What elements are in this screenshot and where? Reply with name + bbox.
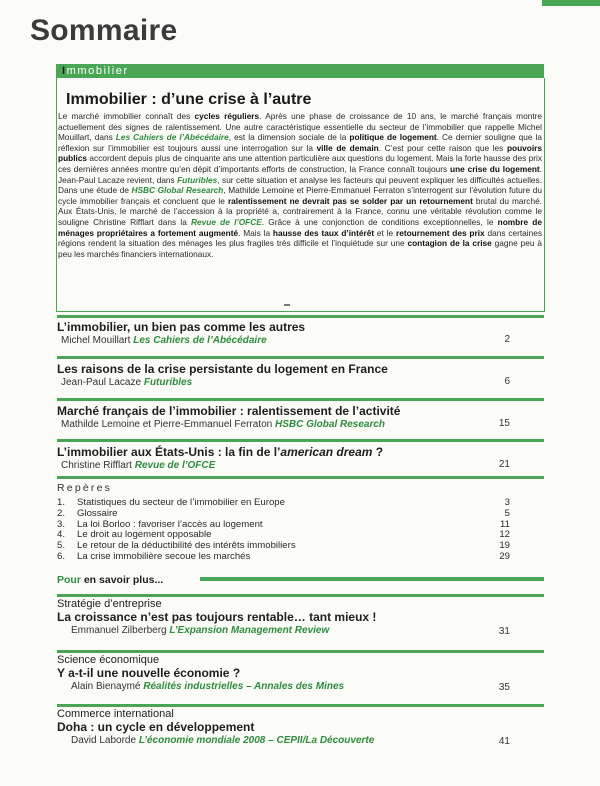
entry-title: La croissance n’est pas toujours rentable… tant mieux ! <box>57 610 377 624</box>
entry-kicker: Stratégie d’entreprise <box>57 598 162 610</box>
entry-author: Emmanuel Zilberberg L’Expansion Management Review <box>71 625 330 636</box>
entry-page: 6 <box>504 376 510 387</box>
divider <box>57 398 544 401</box>
divider <box>57 356 544 359</box>
entry-page: 31 <box>498 626 510 637</box>
toc-entry[interactable] <box>57 598 544 636</box>
list-item[interactable]: 2. Glossaire 5 <box>57 507 510 519</box>
section-banner: Immobilier <box>56 64 544 78</box>
divider <box>57 704 544 707</box>
entry-title: Marché français de l’immobilier : ralentissement de l’activité <box>57 404 401 418</box>
list-item[interactable]: 1. Statistiques du secteur de l’immobilier en Europe 3 <box>57 497 510 508</box>
page-title: Sommaire <box>30 14 178 47</box>
entry-author: Jean-Paul Lacaze Futuribles <box>61 377 193 388</box>
entry-page: 15 <box>498 418 510 429</box>
entry-author: David Laborde L’économie mondiale 2008 – CEPII/La Découverte <box>71 735 375 746</box>
entry-author: Christine Rifflart Revue de l’OFCE <box>61 460 216 471</box>
lead-title: Immobilier : d’une crise à l’autre <box>66 91 312 108</box>
entry-page: 41 <box>498 736 510 747</box>
reperes-section <box>57 482 544 563</box>
divider <box>57 594 544 597</box>
divider <box>57 650 544 653</box>
entry-title: Y a-t-il une nouvelle économie ? <box>57 666 241 680</box>
lead-paragraph: Le marché immobilier connaît des cycles réguliers. Après une phase de croissance de 10 ans, le marché français montre actuellement des signes de ralentissement. Une autre caractéristique essentielle du secteur de l’immobilier que rappelle Michel Mouillart, dans Les Cahiers de l’Abécédaire, est la dimension sociale de la politique de logement. Ce dernier souligne que la réflexion sur l’immobilier est toujours aussi une interrogation sur la ville de demain. C’est pour cette raison que les pouvoirs publics accordent depuis plus de cinquante ans une attention particulière aux questions du logement. Mais la forte hausse des prix ces dernières années montre qu’en dépit d’importants efforts de construction, la France connaît toujours une crise du logement. Jean-Paul Lacaze revient, dans Futuribles, sur cette situation et analyse les facteurs qui peuvent expliquer les difficultés actuelles. Dans une étude de HSBC Global Research, Mathilde Lemoine et Pierre-Emmanuel Ferraton s’interrogent sur l’évolution future du cycle immobilier français et concluent que le ralentissement ne devrait pas se solder par un retournement brutal du marché. Aux États-Unis, le marché de l’accession à la propriété a, contrairement à la France, connu une véritable révolution comme le souligne Christine Rifflart dans la Revue de l’OFCE. Grâce à une conjonction de conditions exceptionnelles, le nombre de ménages propriétaires a fortement augmenté. Mais la hausse des taux d’intérêt et le retournement des prix dans certaines régions rendent la situation des ménages les plus fragiles très difficile et l’inquiétude sur une contagion de la crise gagne peu à peu les marchés financiers internationaux. <box>58 111 542 259</box>
list-item[interactable]: 5. Le retour de la déductibilité des intérêts immobiliers 19 <box>57 540 510 552</box>
toc-entry[interactable] <box>57 708 544 746</box>
entry-title: Doha : un cycle en développement <box>57 720 255 734</box>
entry-title: L’immobilier, un bien pas comme les autres <box>57 320 306 334</box>
entry-page: 35 <box>498 682 510 693</box>
list-item[interactable]: 4. Le droit au logement opposable 12 <box>57 529 510 541</box>
entry-kicker: Commerce international <box>57 708 174 720</box>
toc-entry[interactable] <box>57 404 544 430</box>
list-item[interactable]: 6. La crise immobilière secoue les marchés 29 <box>57 550 510 562</box>
divider <box>57 315 544 318</box>
reperes-list <box>57 498 544 563</box>
divider <box>57 439 544 442</box>
toc-entry[interactable] <box>57 320 544 346</box>
reperes-heading: Repères <box>57 482 113 494</box>
entry-title: L’immobilier aux États-Unis : la fin de l’american dream ? <box>57 445 384 459</box>
list-item[interactable]: 3. La loi Borloo : favoriser l’accès au logement 11 <box>57 518 510 530</box>
entry-author: Michel Mouillart Les Cahiers de l’Abécédaire <box>61 335 267 346</box>
divider <box>57 476 544 479</box>
toc-entry[interactable] <box>57 445 544 471</box>
entry-author: Alain Bienaymé Réalités industrielles – Annales des Mines <box>71 681 345 692</box>
entry-author: Mathilde Lemoine et Pierre-Emmanuel Ferraton HSBC Global Research <box>61 419 386 430</box>
toc-entry[interactable] <box>57 654 544 692</box>
more-heading: Pour en savoir plus... <box>57 574 164 586</box>
corner-tab <box>542 0 600 6</box>
toc-entry[interactable] <box>57 362 544 388</box>
separator-dash <box>284 304 290 306</box>
entry-page: 21 <box>498 459 510 470</box>
more-heading-bar <box>200 577 544 581</box>
entry-kicker: Science économique <box>57 654 160 666</box>
entry-title: Les raisons de la crise persistante du logement en France <box>57 362 388 376</box>
entry-page: 2 <box>504 334 510 345</box>
